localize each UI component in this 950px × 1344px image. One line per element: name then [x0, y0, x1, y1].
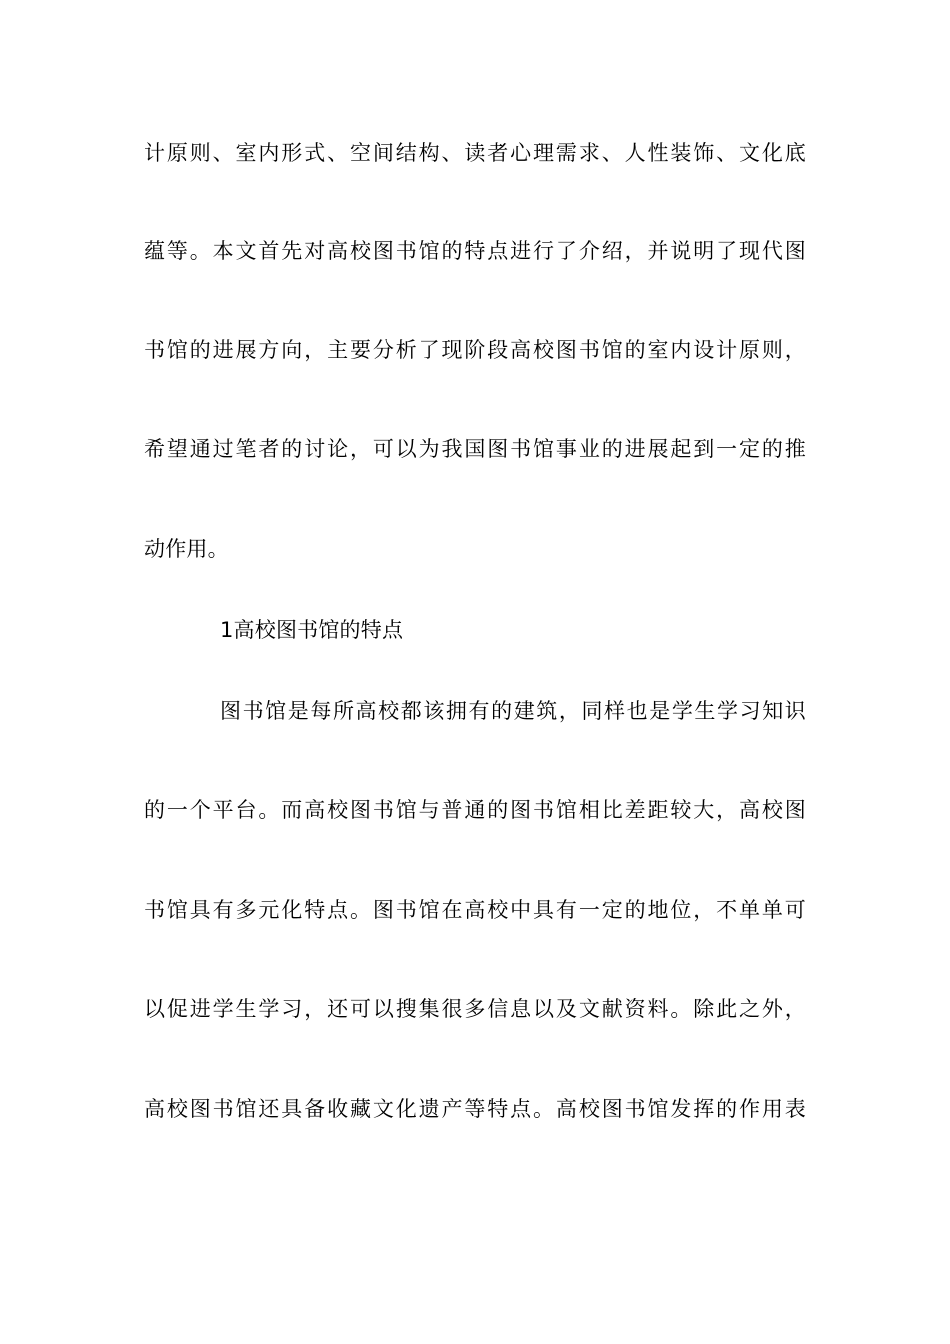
paragraph-line: 以促进学生学习，还可以搜集很多信息以及文献资料。除此之外，	[144, 997, 806, 1021]
paragraph-line: 高校图书馆还具备收藏文化遗产等特点。高校图书馆发挥的作用表	[144, 1097, 806, 1121]
paragraph-line: 蕴等。本文首先对高校图书馆的特点进行了介绍，并说明了现代图	[144, 239, 806, 263]
paragraph-line-last: 动作用。	[144, 537, 229, 561]
paragraph-line: 书馆的进展方向，主要分析了现阶段高校图书馆的室内设计原则，	[144, 338, 806, 362]
paragraph-line: 希望通过笔者的讨论，可以为我国图书馆事业的进展起到一定的推	[144, 437, 806, 461]
paragraph-line: 计原则、室内形式、空间结构、读者心理需求、人性装饰、文化底	[144, 141, 806, 165]
paragraph-line-indented: 图书馆是每所高校都该拥有的建筑，同样也是学生学习知识	[220, 699, 806, 723]
section-heading: 1高校图书馆的特点	[220, 618, 404, 642]
paragraph-line: 书馆具有多元化特点。图书馆在高校中具有一定的地位，不单单可	[144, 898, 806, 922]
paragraph-line: 的一个平台。而高校图书馆与普通的图书馆相比差距较大，高校图	[144, 798, 806, 822]
